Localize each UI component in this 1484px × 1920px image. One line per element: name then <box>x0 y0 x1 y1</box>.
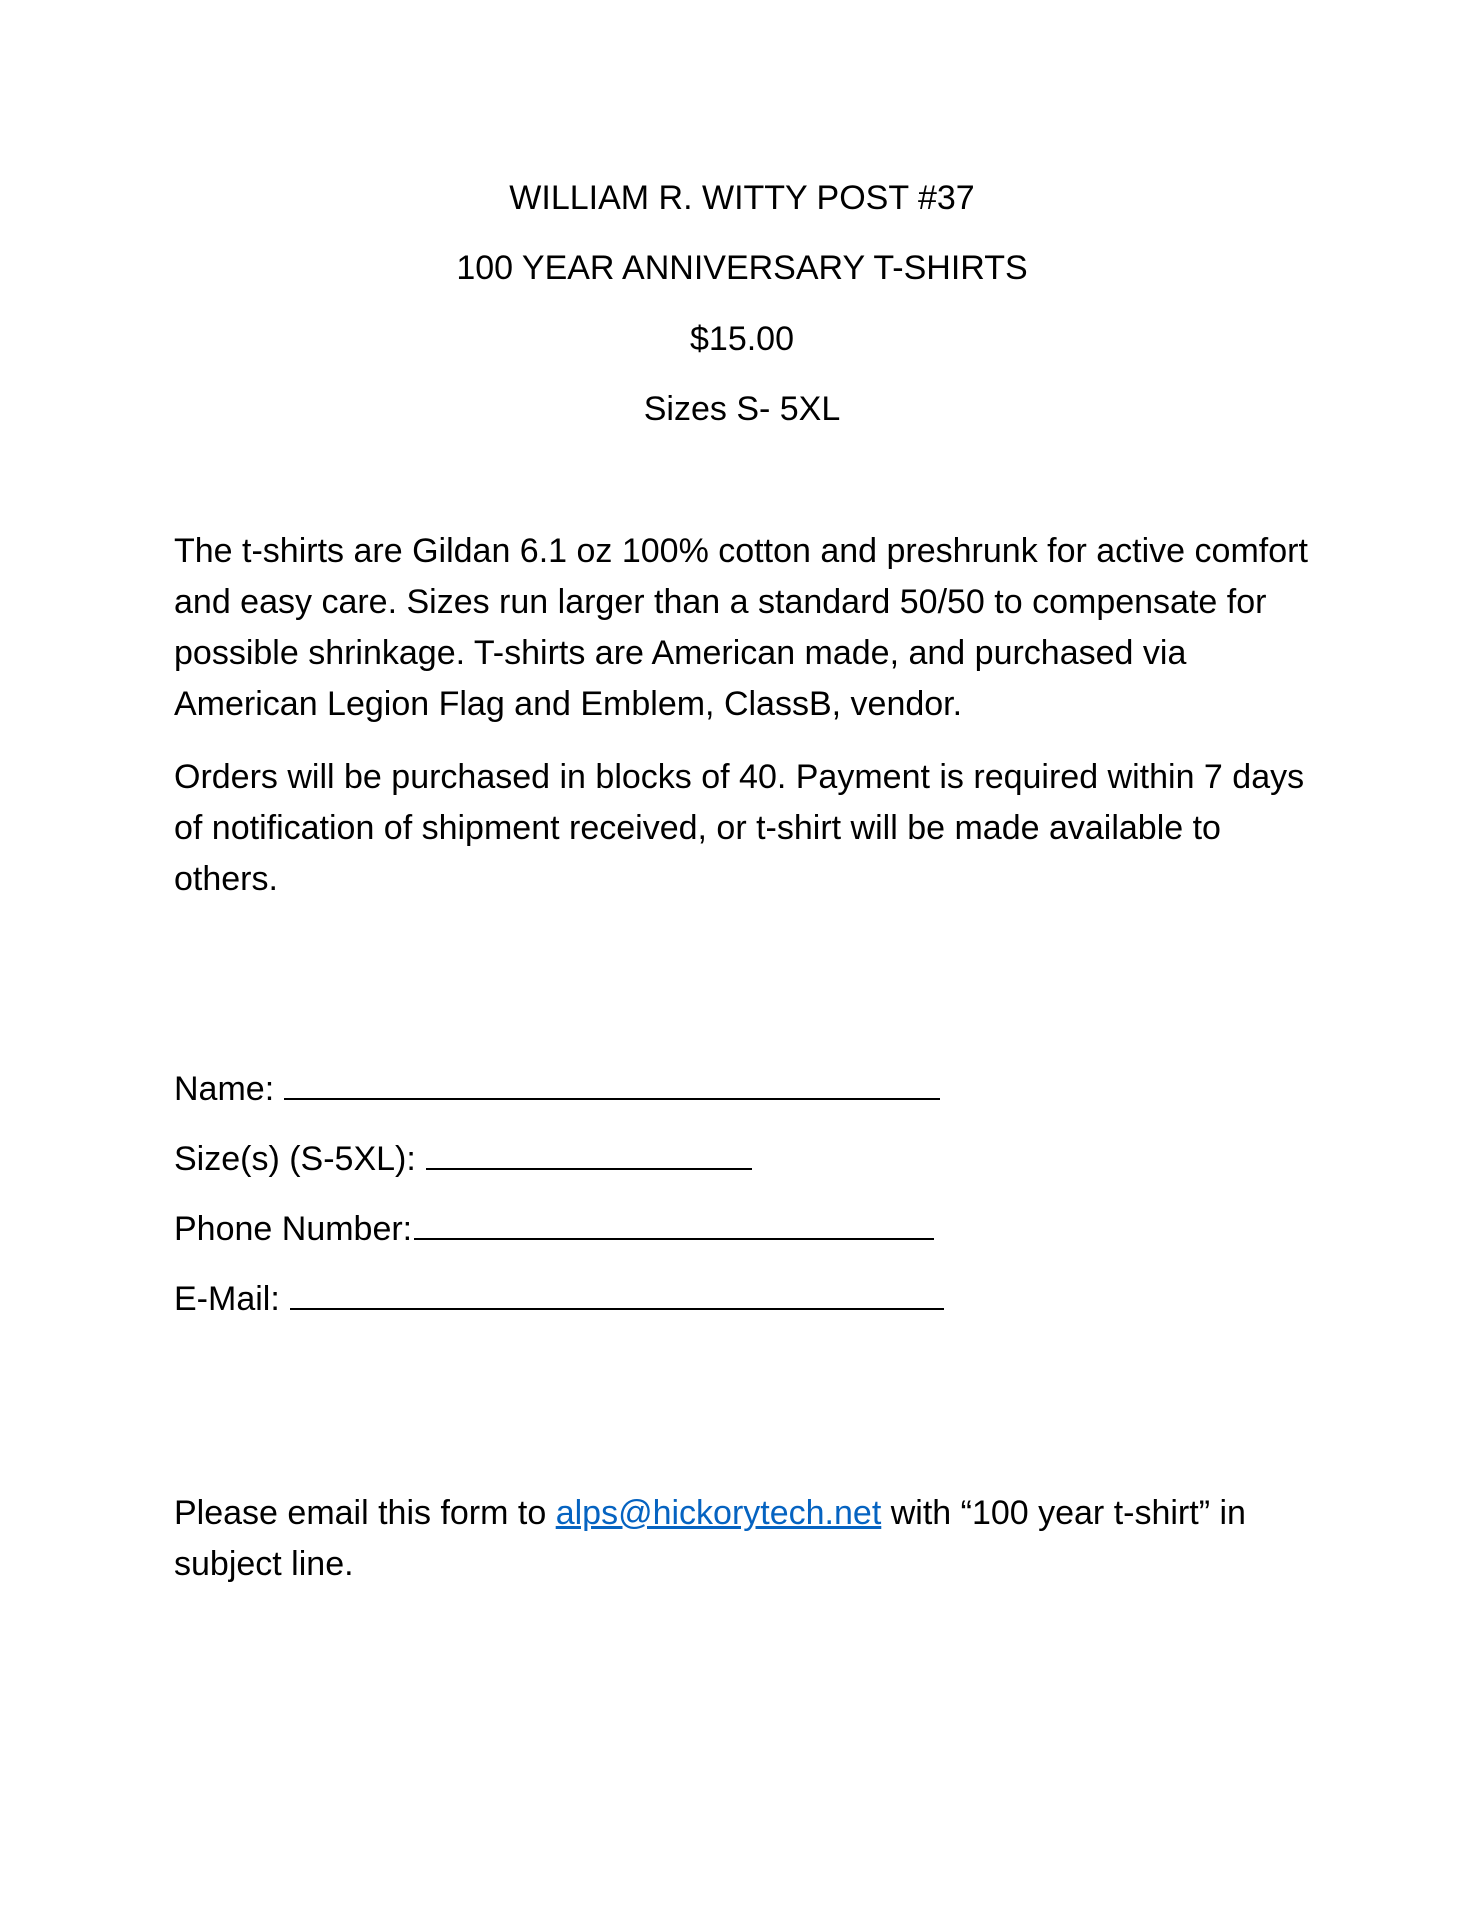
order-terms: Orders will be purchased in blocks of 40. Payment is required within 7 days of notification of shipment received, or t-shirt will be made available to others. <box>174 758 1305 898</box>
email-label: E-Mail: <box>174 1280 280 1318</box>
name-label: Name: <box>174 1070 275 1108</box>
email-blank-line[interactable] <box>290 1278 944 1310</box>
size-blank-line[interactable] <box>426 1138 752 1170</box>
size-label: Size(s) (S-5XL): <box>174 1140 416 1178</box>
phone-field-row <box>174 1208 934 1249</box>
email-field-row <box>174 1278 944 1319</box>
phone-label: Phone Number: <box>174 1210 413 1248</box>
closing-suffix: with “100 year t-shirt” in subject line. <box>174 1494 1246 1583</box>
size-field-row <box>174 1138 752 1179</box>
closing-instructions <box>174 1488 1334 1590</box>
email-link[interactable]: alps@hickorytech.net <box>555 1494 882 1532</box>
post-title: WILLIAM R. WITTY POST #37 <box>509 179 975 217</box>
product-description: The t-shirts are Gildan 6.1 oz 100% cotton and preshrunk for active comfort and easy care. Sizes run larger than a standard 50/50 to compensate for possible shrinkage. T-shirts are American made, and purchased via American Legion Flag and Emblem, ClassB, vendor. <box>174 532 1308 723</box>
closing-prefix: Please email this form to <box>174 1494 556 1532</box>
anniversary-title: 100 YEAR ANNIVERSARY T-SHIRTS <box>456 249 1028 287</box>
name-blank-line[interactable] <box>284 1068 940 1100</box>
size-range: Sizes S- 5XL <box>643 390 841 428</box>
phone-blank-line[interactable] <box>414 1208 934 1240</box>
price: $15.00 <box>690 320 794 358</box>
name-field-row <box>174 1068 940 1109</box>
